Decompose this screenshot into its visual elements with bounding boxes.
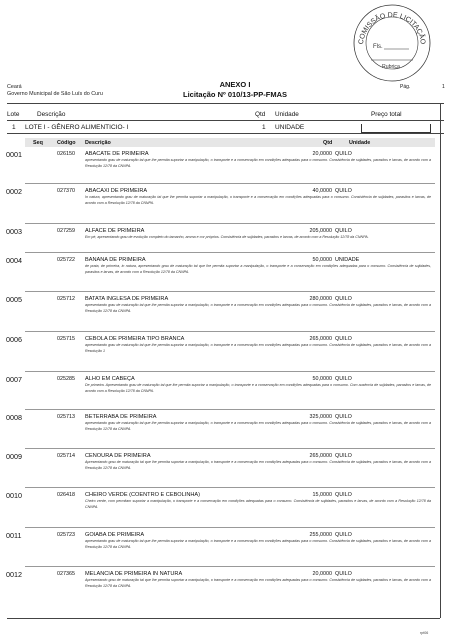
lote-rule — [7, 133, 444, 134]
sub-descricao: Descrição — [85, 139, 111, 146]
item-seq: 0006 — [6, 335, 22, 344]
item-separator — [25, 331, 435, 332]
sub-codigo: Código — [57, 139, 76, 146]
item-code: 025285 — [57, 376, 75, 382]
item-qtd: 265,0000 — [309, 336, 332, 342]
item-qtd: 15,0000 — [312, 492, 332, 498]
lote-number: 1 — [12, 124, 16, 131]
item-seq: 0012 — [6, 570, 22, 579]
item-description: In natura, apresentando grau de maturação tal que lhe permita suportar a manipulação, o transporte e a conservação em condições adequadas para o consumo. Consistência de sujidades, parasitos e larvas, de acordo com a Resolução 12/78 da CNNPA. — [85, 195, 431, 205]
item-description: apresentando grau de maturação tal que lhe permita suportar a manipulação, o transporte e a conservação em condições adequadas para o consumo. Consistência de sujidades, parasitos e larvas, de acordo com a Resolução 12/78 da CNNPA. — [85, 421, 431, 431]
item-qtd: 205,0000 — [309, 228, 332, 234]
item-qtd: 325,0000 — [309, 414, 332, 420]
item-unit: QUILO — [335, 296, 352, 302]
item-name: ALHO EM CABEÇA — [85, 376, 135, 382]
report-code: rpt06 — [420, 631, 429, 635]
item-unit: QUILO — [335, 492, 352, 498]
item-seq: 0002 — [6, 187, 22, 196]
page-label: Pág. — [400, 84, 411, 90]
stamp-ring-text: COMISSÃO DE LICITAÇÃO — [357, 11, 427, 45]
item-separator — [25, 448, 435, 449]
col-unidade: Unidade — [275, 111, 299, 118]
col-lote: Lote — [7, 111, 20, 118]
item-separator — [25, 252, 435, 253]
bottom-rule — [7, 618, 440, 619]
col-descricao: Descrição — [37, 111, 66, 118]
item-code: 025714 — [57, 453, 75, 459]
item-unit: QUILO — [335, 228, 352, 234]
item-description: Apresentando grau de maturação tal que lhe permita suportar a manipulação, o transporte e a conservação em condições adequadas para o consumo. Consistência de sujidades, parasitos e larvas, de acordo com a Resolução 12/78 da CNNPA. — [85, 578, 431, 588]
item-seq: 0010 — [6, 491, 22, 500]
header-left — [7, 84, 103, 98]
item-seq: 0008 — [6, 413, 22, 422]
item-seq: 0001 — [6, 150, 22, 159]
item-qtd: 50,0000 — [312, 376, 332, 382]
item-unit: QUILO — [335, 571, 352, 577]
item-name: CEBOLA DE PRIMEIRA TIPO BRANCA — [85, 336, 185, 342]
licitacao-title: Licitação Nº 010/13-PP-FMAS — [182, 90, 288, 99]
item-name: BETERRABA DE PRIMEIRA — [85, 414, 157, 420]
item-code: 025715 — [57, 336, 75, 342]
item-unit: QUILO — [335, 188, 352, 194]
item-name: BATATA INGLESA DE PRIMEIRA — [85, 296, 169, 302]
licitacao-stamp — [351, 2, 433, 84]
item-qtd: 50,0000 — [312, 257, 332, 263]
item-code: 025713 — [57, 414, 75, 420]
lote-qtd: 1 — [262, 124, 266, 131]
item-unit: QUILO — [335, 532, 352, 538]
item-description: De primeira. Apresentando grau de maturação tal que lhe permita suportar a manipulação, o transporte e a conservação em condições adequadas para o consumo. Com ausência de sujidades, parasitos e larvas, de acordo com a Resolução 12/78 da CNNPA. — [85, 383, 431, 393]
item-description: Em pé, apresentando grau de evolução completo do tamanho, aroma e cor próprios. Consistência de sujidades, parasitos e larvas, de acordo com a Resolução 12/78 da CNNPA. — [85, 235, 369, 239]
item-separator — [25, 566, 435, 567]
item-seq: 0009 — [6, 452, 22, 461]
item-separator — [25, 487, 435, 488]
item-qtd: 20,0000 — [312, 151, 332, 157]
item-qtd: 255,0000 — [309, 532, 332, 538]
item-qtd: 280,0000 — [309, 296, 332, 302]
item-separator — [25, 409, 435, 410]
item-unit: QUILO — [335, 453, 352, 459]
item-name: CENOURA DE PRIMEIRA — [85, 453, 151, 459]
item-description: apresentando grau de maturação tal que lhe permita suportar a manipulação, o transporte e a conservação em condições adequadas para o consumo. Consistência de sujidades, parasitos e larvas, de acordo com a Resolução 12/78 da CNNPA. — [85, 158, 431, 168]
page-number: 1 — [442, 84, 445, 90]
item-qtd: 20,0000 — [312, 571, 332, 577]
item-code: 026150 — [57, 151, 75, 157]
sub-seq: Seq — [33, 139, 43, 146]
item-code: 027365 — [57, 571, 75, 577]
item-seq: 0011 — [6, 531, 22, 540]
item-unit: QUILO — [335, 151, 352, 157]
item-separator — [25, 371, 435, 372]
item-separator — [25, 223, 435, 224]
item-separator — [25, 527, 435, 528]
sub-unidade: Unidade — [349, 139, 371, 146]
item-unit: QUILO — [335, 336, 352, 342]
item-name: ALFACE DE PRIMEIRA — [85, 228, 145, 234]
page-indicator — [400, 84, 448, 90]
item-qtd: 265,0000 — [309, 453, 332, 459]
item-code: 027259 — [57, 228, 75, 234]
item-name: ABACAXI DE PRIMEIRA — [85, 188, 148, 194]
item-seq: 0003 — [6, 227, 22, 236]
item-name: GOIABA DE PRIMEIRA — [85, 532, 145, 538]
item-code: 025722 — [57, 257, 75, 263]
item-description: de prata, de primeira, in natura, apresentando grau de maturação tal que lhe permita suportar a manipulação, o transporte e a conservação em condições adequadas para o consumo. Consistência de sujidades, parasitos e larvas, de acordo com a Resolução 12/78 da CNNPA. — [85, 264, 431, 274]
preco-total-box — [361, 124, 431, 133]
item-description: apresentando grau de maturação tal que lhe permita suportar a manipulação, o transporte e a conservação em condições adequadas para o consumo. Consistência de sujidades, parasitos e larvas, de acordo com a Resolução 1 — [85, 343, 431, 353]
col-qtd: Qtd — [255, 111, 266, 118]
right-border — [440, 103, 441, 618]
stamp-fls: Fls. — [373, 44, 383, 50]
header-rule — [7, 103, 444, 104]
item-code: 025712 — [57, 296, 75, 302]
lote-description: LOTE I - GÊNERO ALIMENTICIO- I — [25, 124, 129, 131]
item-separator — [25, 183, 435, 184]
item-code: 026418 — [57, 492, 75, 498]
col-preco-total: Preço total — [371, 111, 402, 118]
items-subheader — [25, 138, 435, 147]
state-name: Ceará — [7, 84, 22, 90]
item-seq: 0004 — [6, 256, 22, 265]
government-name: Governo Municipal de São Luís do Curu — [7, 91, 103, 97]
header-center — [150, 80, 320, 100]
item-name: CHEIRO VERDE (COENTRO E CEBOLINHA) — [85, 492, 200, 498]
colhead-rule — [7, 120, 444, 121]
item-unit: QUILO — [335, 414, 352, 420]
item-unit: UNIDADE — [335, 257, 360, 263]
stamp-rubrica: Rubrica — [382, 64, 400, 70]
item-seq: 0007 — [6, 375, 22, 384]
annex-title: ANEXO I — [219, 80, 251, 89]
svg-text:COMISSÃO DE LICITAÇÃO — [358, 12, 427, 45]
item-name: ABACATE DE PRIMEIRA — [85, 151, 149, 157]
item-qtd: 40,0000 — [312, 188, 332, 194]
item-description: apresentando grau de maturação tal que lhe permita suportar a manipulação, o transporte e a conservação em condições adequadas para o consumo. Consistência de sujidades, parasitos e larvas, de acordo com a Resolução 12/78 da CNNPA. — [85, 303, 431, 313]
item-code: 027370 — [57, 188, 75, 194]
item-name: BANANA DE PRIMEIRA — [85, 257, 146, 263]
item-seq: 0005 — [6, 295, 22, 304]
lote-unidade: UNIDADE — [275, 124, 305, 131]
item-separator — [25, 291, 435, 292]
item-code: 025723 — [57, 532, 75, 538]
item-description: Apresentando grau de maturação tal que lhe permita suportar a manipulação, o transporte e a conservação em condições adequadas para o consumo. Consistência de sujidades, parasitos e larvas, de acordo com a Resolução 12/78 da CNNPA. — [85, 460, 431, 470]
sub-qtd: Qtd — [323, 139, 333, 146]
item-description: Cheiro verde, com permitam suportar a manipulação, o transporte e a conservação em condições adequadas para o consumo. Consistência de sujidades, parasitos e larvas, de acordo com a Resolução 12/78 da CNNPA. — [85, 499, 431, 509]
item-unit: QUILO — [335, 376, 352, 382]
item-description: apresentando grau de maturação tal que lhe permita suportar a manipulação, o transporte e a conservação em condições adequadas para o consumo. Consistência de sujidades, parasitos e larvas, de acordo com a Resolução 12/78 da CNNPA. — [85, 539, 431, 549]
item-name: MELANCIA DE PRIMEIRA IN NATURA — [85, 571, 183, 577]
